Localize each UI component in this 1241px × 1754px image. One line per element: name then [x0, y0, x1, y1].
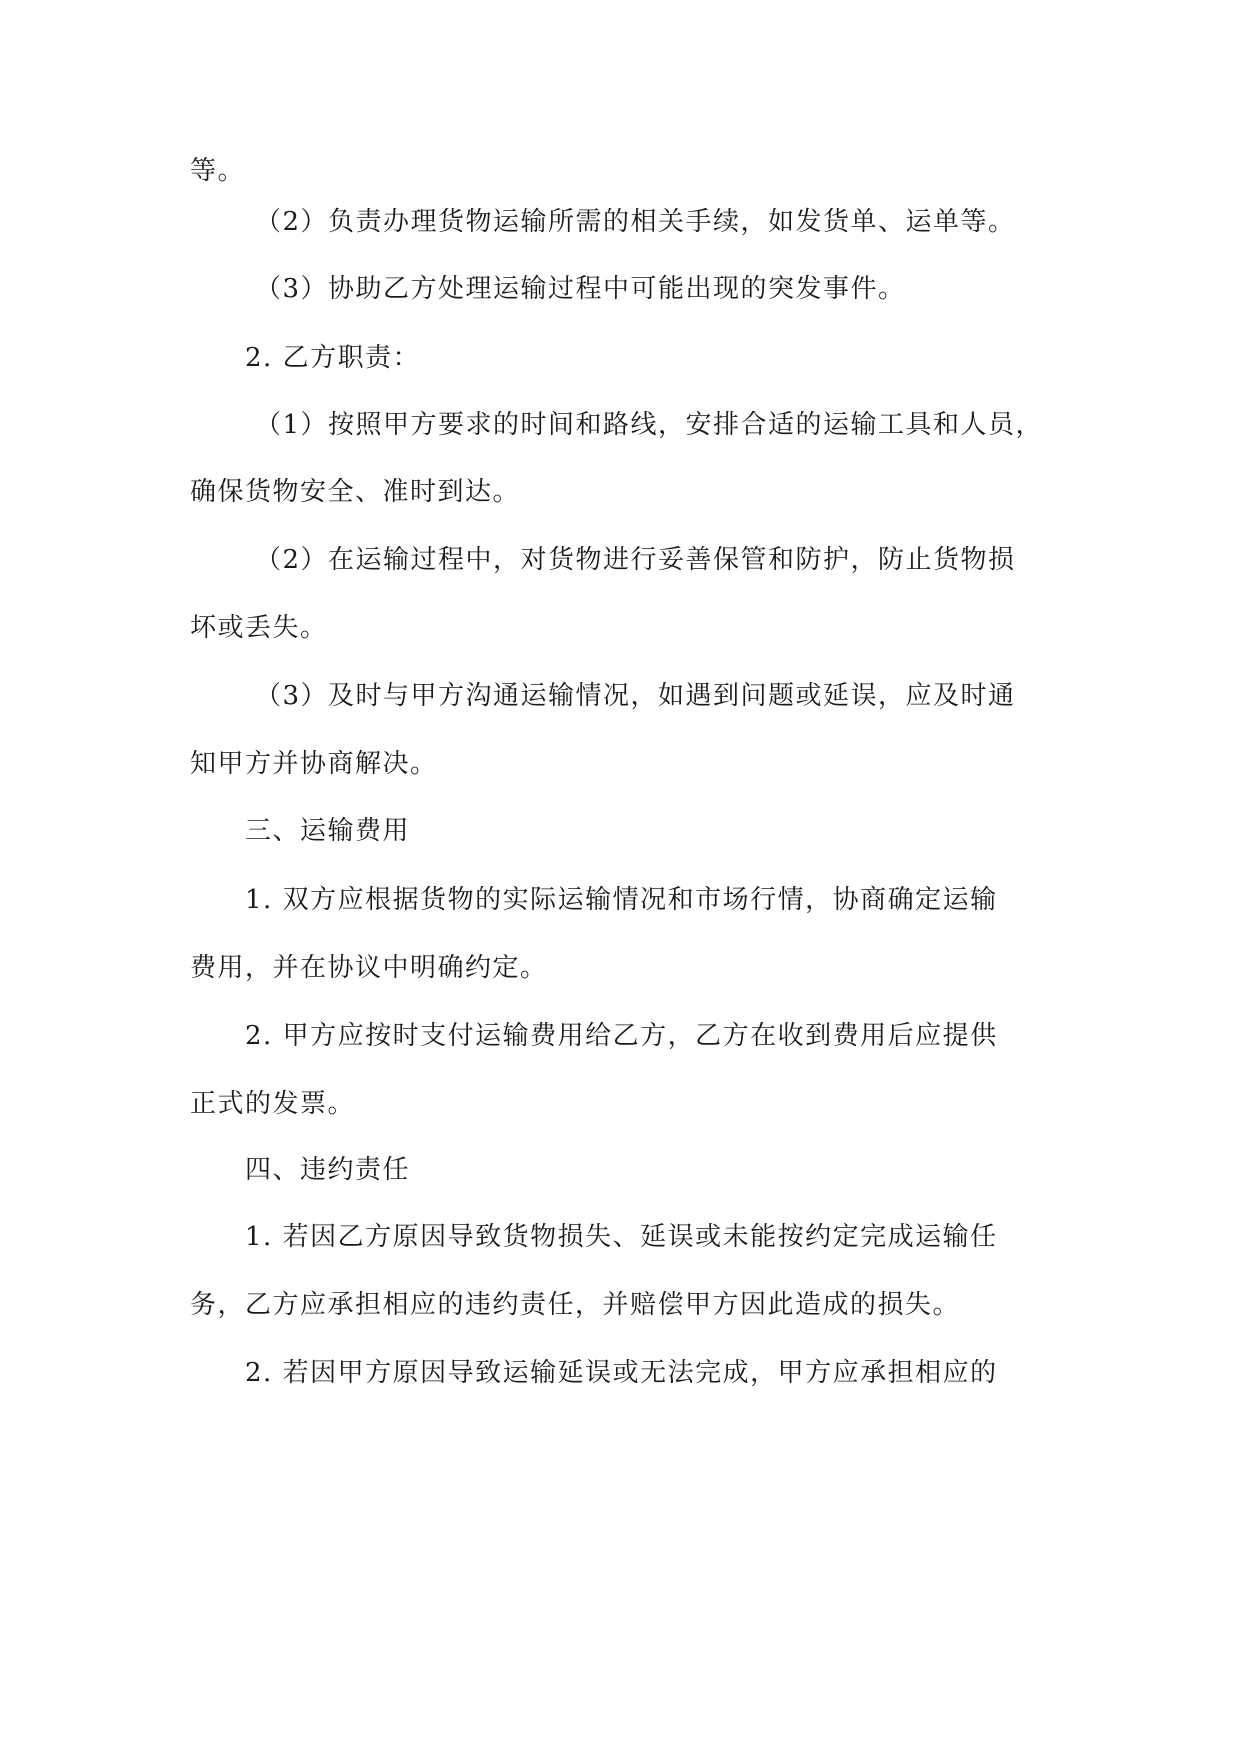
section-heading: 三、运输费用	[245, 816, 411, 846]
paragraph-line: 确保货物安全、准时到达。	[190, 477, 521, 507]
paragraph-line: （2）在运输过程中，对货物进行妥善保管和防护，防止货物损	[255, 545, 1016, 575]
paragraph-line: 1. 双方应根据货物的实际运输情况和市场行情，协商确定运输	[245, 885, 998, 915]
paragraph-line: 费用，并在协议中明确约定。	[190, 953, 548, 983]
paragraph-line: 坏或丢失。	[190, 613, 328, 643]
paragraph-line: 知甲方并协商解决。	[190, 749, 438, 779]
paragraph-line: （3）协助乙方处理运输过程中可能出现的突发事件。	[255, 274, 906, 304]
paragraph-line: 务，乙方应承担相应的违约责任，并赔偿甲方因此造成的损失。	[190, 1290, 961, 1320]
paragraph-line: 等。	[190, 156, 246, 186]
paragraph-line: 2. 若因甲方原因导致运输延误或无法完成，甲方应承担相应的	[245, 1358, 998, 1388]
paragraph-line: （3）及时与甲方沟通运输情况，如遇到问题或延误，应及时通	[255, 681, 1016, 711]
paragraph-line: 1. 若因乙方原因导致货物损失、延误或未能按约定完成运输任	[245, 1222, 998, 1252]
section-heading: 四、违约责任	[245, 1155, 411, 1185]
paragraph-line: 2. 甲方应按时支付运输费用给乙方，乙方在收到费用后应提供	[245, 1021, 998, 1051]
section-heading: 2. 乙方职责：	[245, 343, 421, 373]
paragraph-line: （2）负责办理货物运输所需的相关手续，如发货单、运单等。	[255, 207, 1016, 237]
paragraph-line: （1）按照甲方要求的时间和路线，安排合适的运输工具和人员，	[255, 410, 1044, 440]
paragraph-line: 正式的发票。	[190, 1089, 356, 1119]
